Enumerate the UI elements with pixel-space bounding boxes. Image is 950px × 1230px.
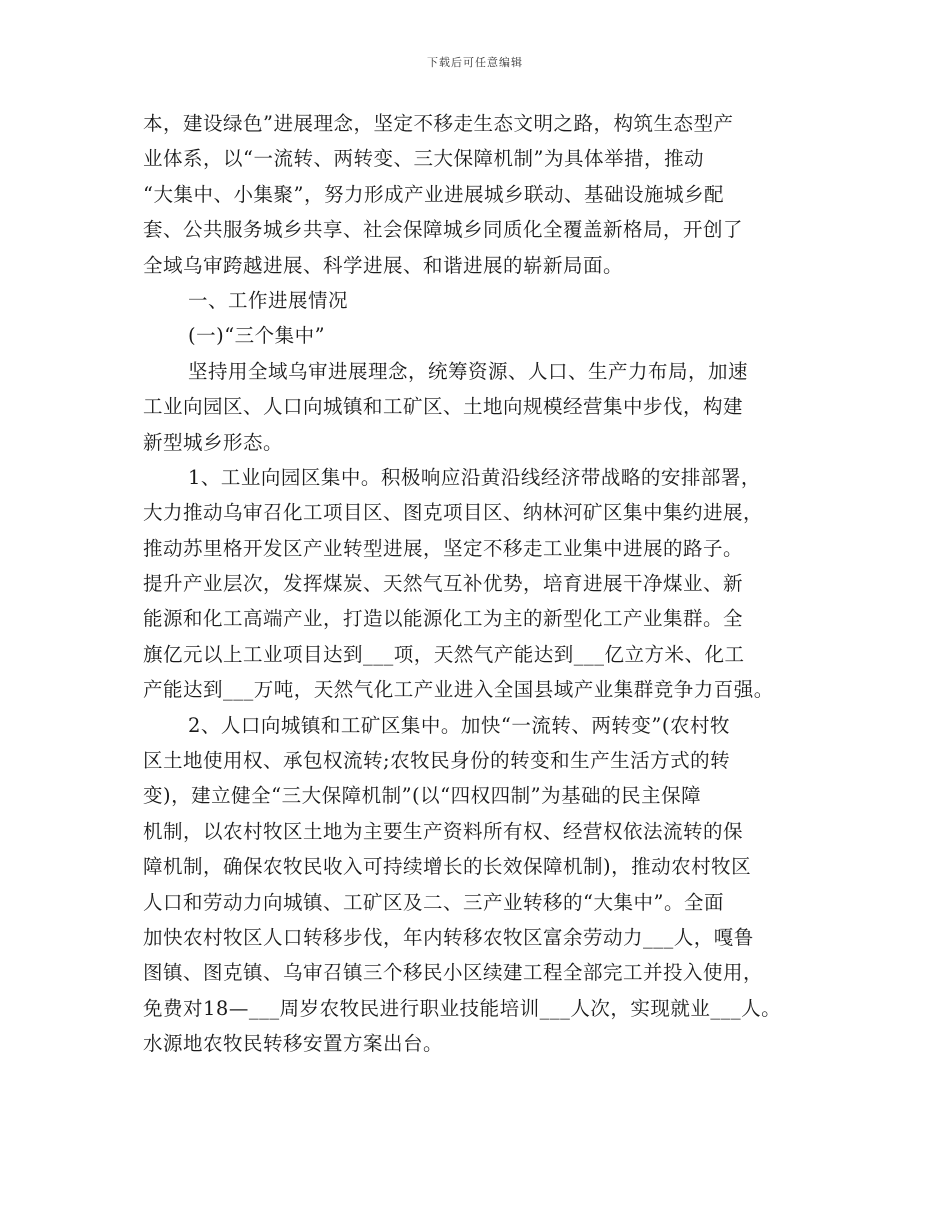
text-line: 免费对18—___周岁农牧民进行职业技能培训___人次，实现就业___人。 bbox=[143, 996, 782, 1020]
text-line: 套、公共服务城乡共享、社会保障城乡同质化全覆盖新格局，开创了 bbox=[143, 218, 744, 242]
text-line: 水源地农牧民转移安置方案出台。 bbox=[143, 1032, 444, 1056]
text-line: 推动苏里格开发区产业转型进展，坚定不移走工业集中进展的路子。 bbox=[143, 536, 744, 560]
text-line: 提升产业层次，发挥煤炭、天然气互补优势，培育进展干净煤业、新 bbox=[143, 572, 744, 596]
text-line: 工业向园区、人口向城镇和工矿区、土地向规模经营集中步伐，构建 bbox=[143, 395, 744, 419]
text-line: 大力推动乌审召化工项目区、图克项目区、纳林河矿区集中集约进展， bbox=[143, 501, 764, 525]
text-line: 变)，建立健全“三大保障机制”(以“四权四制”为基础的民主保障 bbox=[143, 784, 702, 808]
text-line: 能源和化工高端产业，打造以能源化工为主的新型化工产业集群。全 bbox=[143, 607, 744, 631]
text-line: 加快农村牧区人口转移步伐，年内转移农牧区富余劳动力___人，嘎鲁 bbox=[143, 925, 754, 949]
text-line: 业体系，以“一流转、两转变、三大保障机制”为具体举措，推动 bbox=[143, 147, 704, 171]
text-line: (一)“三个集中” bbox=[188, 324, 326, 348]
text-line: 图镇、图克镇、乌审召镇三个移民小区续建工程全部完工并投入使用， bbox=[143, 961, 764, 985]
text-line: 旗亿元以上工业项目达到___项，天然气产能达到___亿立方米、化工 bbox=[143, 642, 745, 666]
text-line: 障机制，确保农牧民收入可持续增长的长效保障机制)，推动农村牧区 bbox=[143, 855, 752, 879]
document-body bbox=[143, 106, 823, 1062]
text-line: 机制，以农村牧区土地为主要生产资料所有权、经营权依法流转的保 bbox=[143, 819, 744, 843]
text-line: “大集中、小集聚”，努力形成产业进展城乡联动、基础设施城乡配 bbox=[143, 182, 724, 206]
text-line: 产能达到___万吨，天然气化工产业进入全国县域产业集群竞争力百强。 bbox=[143, 678, 774, 702]
text-line: 全域乌审跨越进展、科学进展、和谐进展的崭新局面。 bbox=[143, 253, 624, 277]
text-line: 2、人口向城镇和工矿区集中。加快“一流转、两转变”(农村牧 bbox=[188, 713, 730, 737]
page-header: 下载后可任意编辑 bbox=[427, 56, 523, 69]
text-line: 本，建设绿色”进展理念，坚定不移走生态文明之路，构筑生态型产 bbox=[143, 112, 734, 135]
text-line: 区土地使用权、承包权流转;农牧民身份的转变和生产生活方式的转 bbox=[143, 749, 731, 773]
text-line: 1、工业向园区集中。积极响应沿黄沿线经济带战略的安排部署， bbox=[188, 465, 761, 489]
text-line: 一、工作进展情况 bbox=[188, 288, 349, 312]
text-line: 新型城乡形态。 bbox=[143, 430, 284, 454]
text-line: 坚持用全域乌审进展理念，统筹资源、人口、生产力布局，加速 bbox=[188, 359, 749, 383]
text-line: 人口和劳动力向城镇、工矿区及二、三产业转移的“大集中”。全面 bbox=[143, 890, 724, 914]
